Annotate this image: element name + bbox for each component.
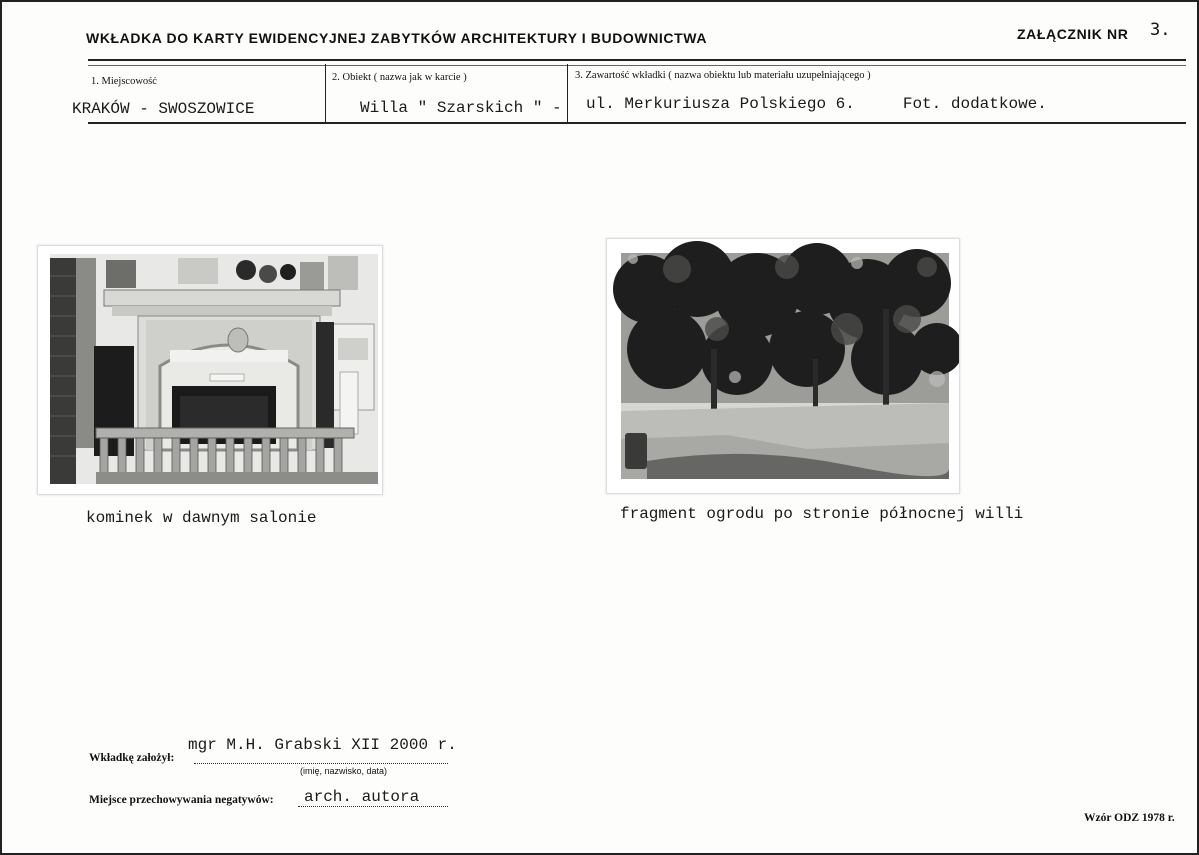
object-value: Willa " Szarskich " - [360,99,562,117]
form-mark: Wzór ODZ 1978 r. [1084,812,1175,824]
fireplace-photo [37,245,383,495]
photo-caption-1: kominek w dawnym salonie [86,509,317,527]
author-dotted-line [194,763,448,764]
garden-photo [606,238,960,494]
author-hint: (imię, nazwisko, data) [300,766,388,776]
locality-label: 1. Miejscowość [91,76,157,87]
table-inner-rule [88,65,1186,66]
negatives-dotted-line [298,806,448,807]
author-label: Wkładkę założył: [89,752,175,764]
object-label: 2. Obiekt ( nazwa jak w karcie ) [332,72,467,83]
table-top-rule [88,59,1186,61]
form-title: WKŁADKA DO KARTY EWIDENCYJNEJ ZABYTKÓW ARCHITEKTURY I BUDOWNICTWA [86,30,708,46]
author-value: mgr M.H. Grabski XII 2000 r. [188,736,457,754]
contents-label: 3. Zawartość wkładki ( nazwa obiektu lub materiału uzupełniającego ) [575,70,871,81]
negatives-label: Miejsce przechowywania negatywów: [89,794,274,806]
table-divider-2 [567,64,568,122]
table-bottom-rule [88,122,1186,124]
annex-label: ZAŁĄCZNIK NR [1017,26,1129,42]
contents-value: ul. Merkuriusza Polskiego 6. Fot. dodatkowe. [586,95,1047,113]
locality-value: KRAKÓW - SWOSZOWICE [72,100,255,118]
annex-number: 3. [1150,20,1171,40]
negatives-value: arch. autora [304,788,420,806]
table-divider-1 [325,64,326,122]
photo-caption-2: fragment ogrodu po stronie północnej willi [620,505,1024,523]
